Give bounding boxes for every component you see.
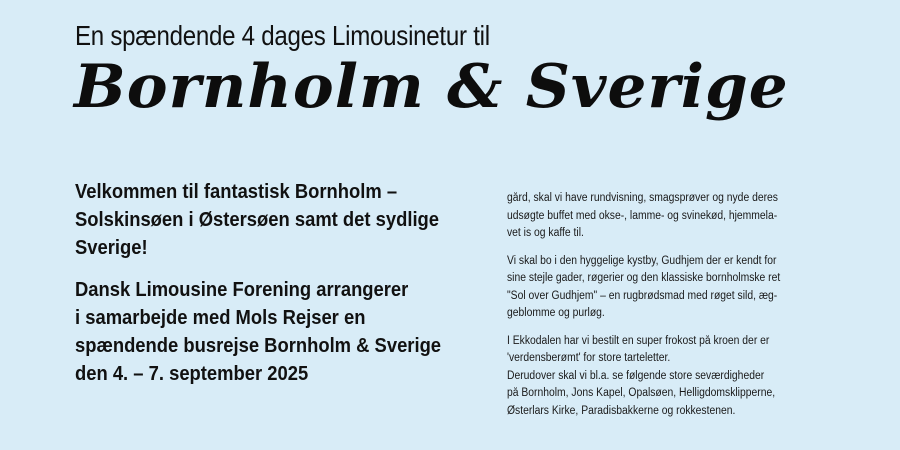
text-line: gård, skal vi have rundvisning, smagsprøver og nyde deres (507, 192, 778, 204)
text-line: på Bornholm, Jons Kapel, Opalsøen, Helligdomsklipperne, (507, 387, 776, 399)
announcement-line: den 4. – 7. september 2025 (75, 363, 309, 385)
text-line: udsøgte buffet med okse-, lamme- og svinekød, hjemmela- (507, 209, 778, 222)
text-line: 'verdensberømt' for store tarteletter. (507, 352, 671, 364)
text-line: Derudover skal vi bl.a. se følgende store seværdigheder (507, 369, 765, 382)
welcome-paragraph (75, 178, 498, 262)
sights-paragraph (507, 368, 892, 421)
ekkodalen-paragraph (507, 333, 892, 368)
announcement-line: spændende busrejse Bornholm & Sverige (75, 335, 442, 357)
text-line: "Sol over Gudhjem" – en rugbrødsmad med røget sild, æg- (507, 289, 778, 302)
text-line: sine stejle gader, røgerier og den klassiske bornholmske ret (507, 272, 781, 284)
announcement-line: i samarbejde med Mols Rejser en (75, 307, 366, 329)
text-line: vet is og kaffe til. (507, 227, 584, 239)
announcement-line: Dansk Limousine Forening arrangerer (75, 279, 409, 301)
farm-paragraph (507, 190, 892, 243)
announcement-paragraph (75, 276, 498, 388)
heading-title: Bornholm & Sverige (74, 52, 789, 122)
gudhjem-paragraph (507, 253, 892, 323)
right-column (507, 190, 892, 430)
welcome-line: Velkommen til fantastisk Bornholm – (75, 181, 398, 203)
heading-subtitle: En spændende 4 dages Limousinetur til (75, 20, 490, 51)
text-line: Østerlars Kirke, Paradisbakkerne og rokkestenen. (507, 404, 736, 417)
text-line: I Ekkodalen har vi bestilt en super frokost på kroen der er (507, 334, 770, 347)
text-line: geblomme og purløg. (507, 307, 605, 319)
welcome-line: Sverige! (75, 237, 148, 259)
text-line: Vi skal bo i den hyggelige kystby, Gudhjem der er kendt for (507, 254, 777, 267)
left-column (75, 178, 495, 402)
welcome-line: Solskinsøen i Østersøen samt det sydlige (75, 209, 440, 231)
